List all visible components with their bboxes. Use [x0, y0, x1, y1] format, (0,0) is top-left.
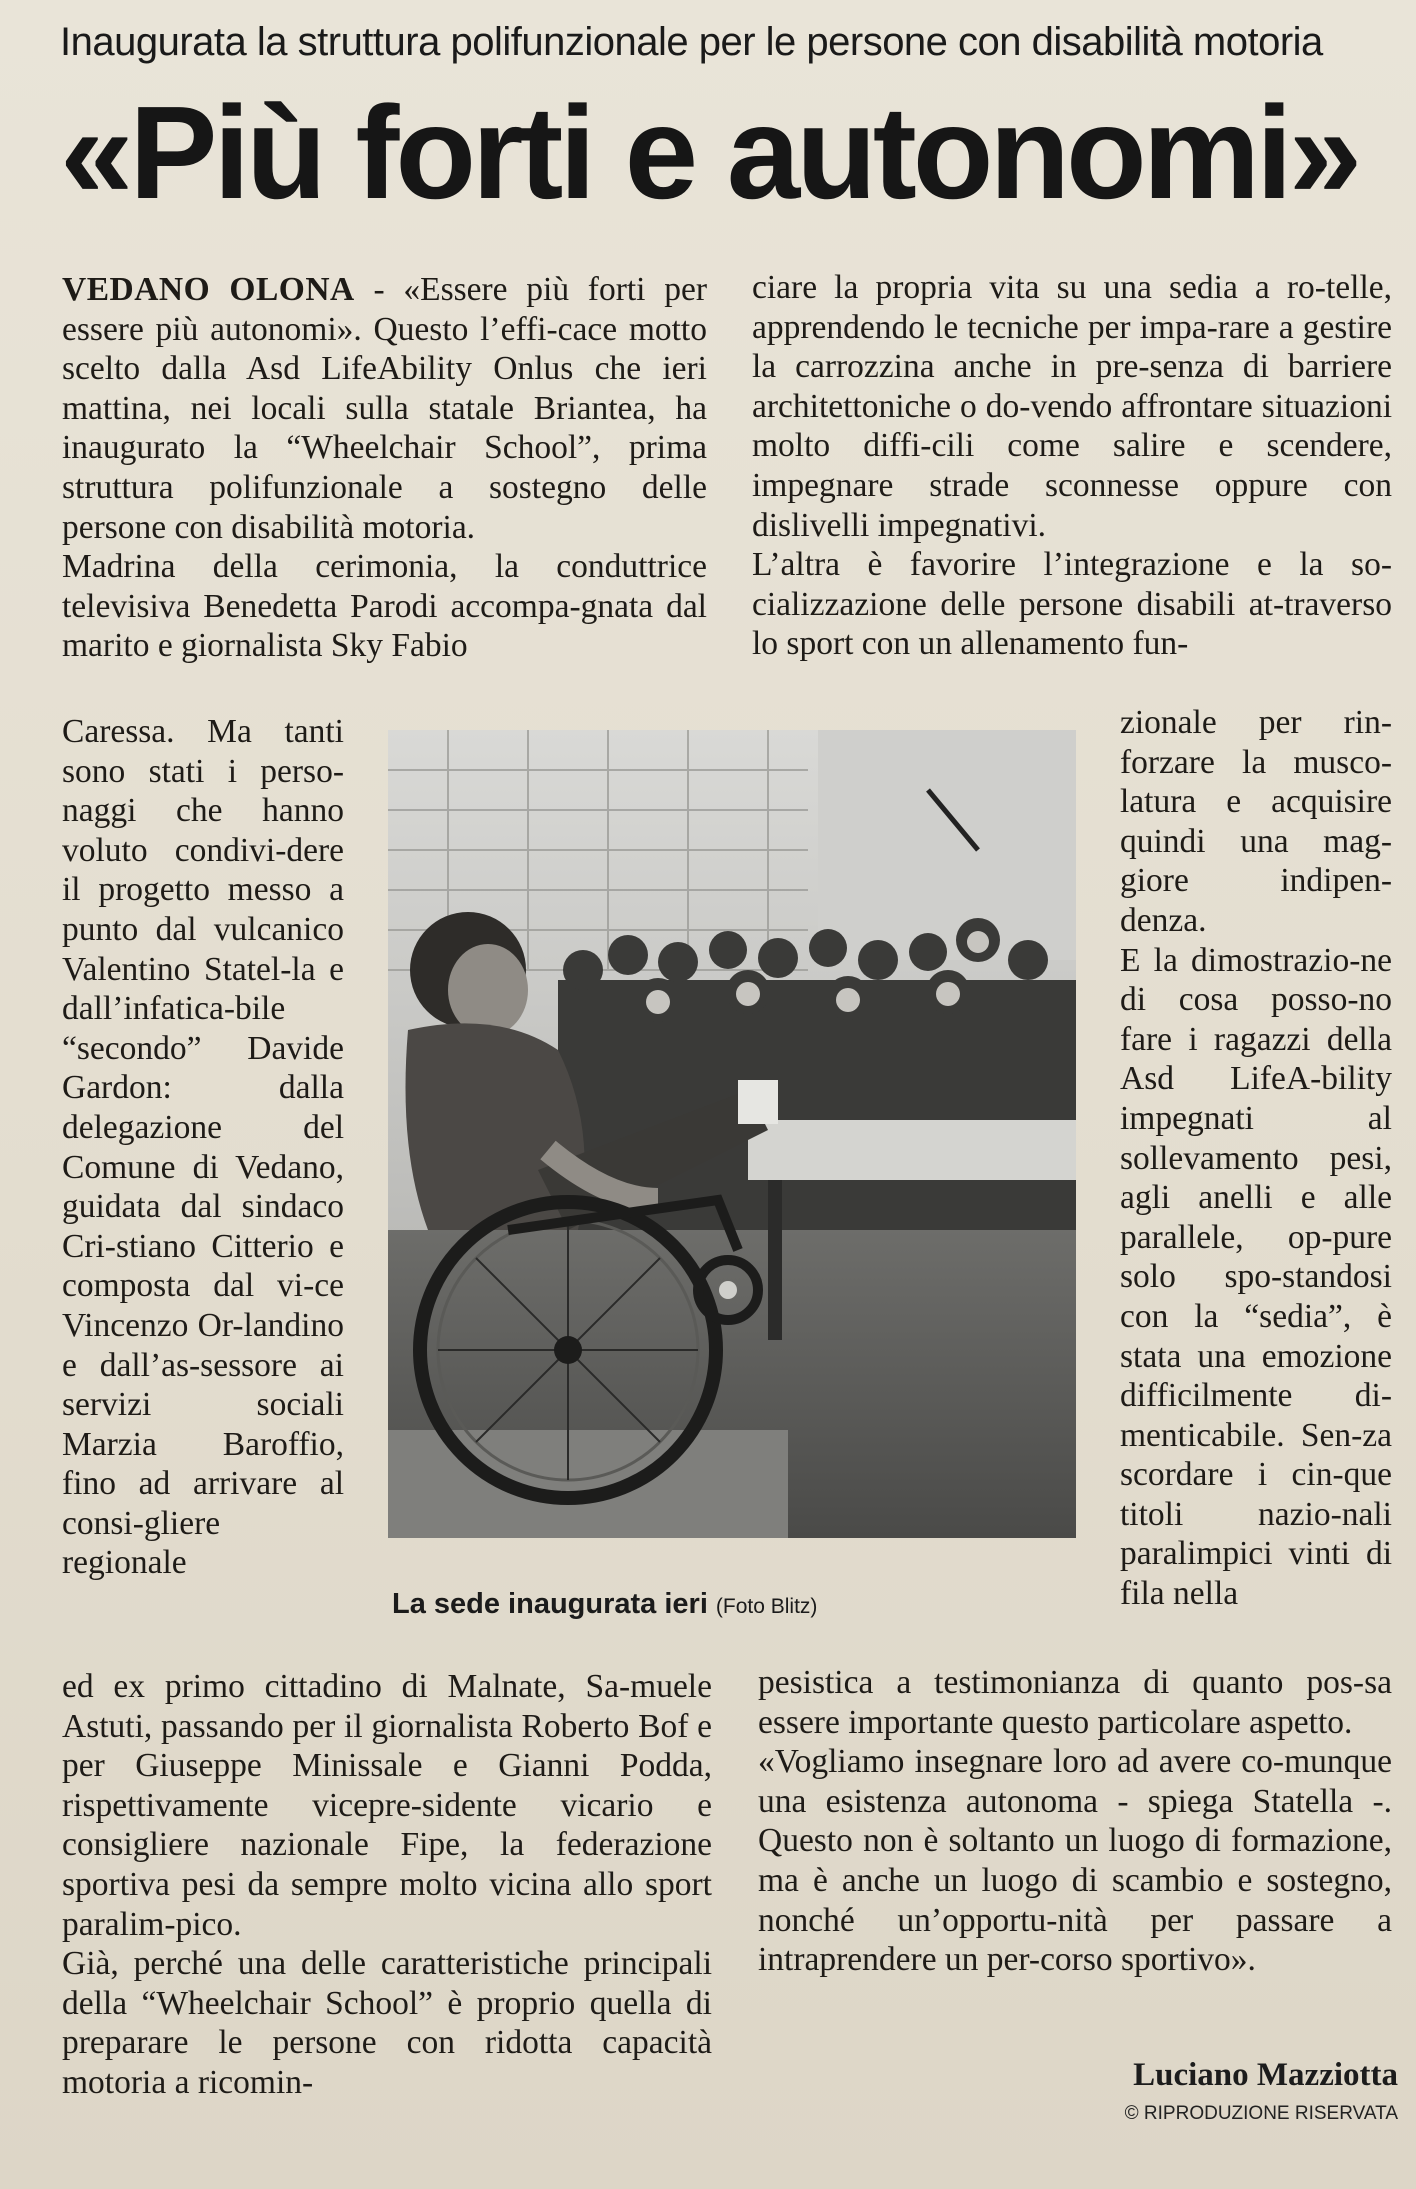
body-column-1-narrow — [62, 712, 344, 1583]
caption-text: La sede inaugurata ieri — [392, 1588, 708, 1620]
body-column-2-top — [752, 268, 1392, 664]
body-paragraph: zionale per rin-forzare la musco-latura e acquisire quindi una mag-giore indipen-denza. — [1120, 704, 1392, 939]
body-paragraph: ed ex primo cittadino di Malnate, Sa-muele Astuti, passando per il giornalista Roberto Bof e per Giuseppe Minissale e Gianni Podda, rispettivamente vicepre-sidente vicario e consigliere nazionale Fipe, la federazione sportiva pesi da sempre molto vicina allo sport paralim-pico. — [62, 1668, 712, 1943]
body-paragraph: «Vogliamo insegnare loro ad avere co-munque una esistenza autonoma - spiega Statella -. Questo non è soltanto un luogo di formazione, ma è anche un luogo di scambio e sostegno, nonché un’opportu-nità per passare a intraprendere un per-corso sportivo». — [758, 1743, 1392, 1979]
article-photo — [388, 730, 1076, 1538]
body-column-1-bottom — [62, 1667, 712, 2103]
photo-credit: (Foto Blitz) — [715, 1595, 818, 1618]
photo-caption — [392, 1588, 817, 1621]
body-paragraph: Già, perché una delle caratteristiche principali della “Wheelchair School” è proprio quella di preparare le persone con ridotta capacità motoria a ricomin- — [62, 1945, 712, 2101]
article-headline: «Più forti e autonomi» — [60, 79, 1359, 226]
author-byline: Luciano Mazziotta — [1133, 2057, 1398, 2093]
body-column-1-top — [62, 270, 707, 666]
copyright-notice: © RIPRODUZIONE RISERVATA — [1124, 2103, 1398, 2124]
body-paragraph: E la dimostrazio-ne di cosa posso-no fare i ragazzi della Asd LifeA-bility impegnati al sollevamento pesi, agli anelli e alle parallele, op-pure solo spo-standosi con la “sedia”, è stata una emozione difficilmente di-menticabile. Sen-za scordare i cin-que titoli nazio-nali paralimpici vinti di fila nella — [1120, 941, 1392, 1613]
body-column-2-narrow — [1120, 703, 1392, 1614]
body-paragraph: pesistica a testimonianza di quanto pos-sa essere importante questo particolare aspetto. — [758, 1664, 1392, 1741]
body-column-2-bottom — [758, 1663, 1392, 1980]
body-paragraph: - «Essere più forti per essere più autonomi». Questo l’effi-cace motto scelto dalla Asd LifeAbility Onlus che ieri mattina, nei locali sulla statale Briantea, ha inaugurato la “Wheelchair School”, prima struttura polifunzionale a sostegno delle persone con disabilità motoria. — [62, 271, 707, 546]
body-paragraph: ciare la propria vita su una sedia a ro-telle, apprendendo le tecniche per impa-rare a gestire la carrozzina anche in pre-senza di barriere architettoniche o do-vendo affrontare situazioni molto diffi-cili come salire e scendere, impegnare strade sconnesse oppure con dislivelli impegnativi. — [752, 269, 1392, 544]
dateline-place: VEDANO OLONA — [62, 271, 355, 308]
body-paragraph: L’altra è favorire l’integrazione e la so-cializzazione delle persone disabili at-traverso lo sport con un allenamento fun- — [752, 546, 1392, 663]
body-paragraph: Madrina della cerimonia, la conduttrice televisiva Benedetta Parodi accompa-gnata dal marito e giornalista Sky Fabio — [62, 548, 707, 665]
body-paragraph: Caressa. Ma tanti sono stati i perso-naggi che hanno voluto condivi-dere il progetto messo a punto dal vulcanico Valentino Statel-la e dall’infatica-bile “secondo” Davide Gardon: dalla delegazione del Comune di Vedano, guidata dal sindaco Cri-stiano Citterio e composta dal vi-ce Vincenzo Or-landino e dall’as-sessore ai servizi sociali Marzia Baroffio, fino ad arrivare al consi-gliere regionale — [62, 713, 344, 1582]
article-kicker: Inaugurata la struttura polifunzionale per le persone con disabilità motoria — [60, 20, 1323, 64]
wheelchair-photo-illustration — [388, 730, 1076, 1538]
